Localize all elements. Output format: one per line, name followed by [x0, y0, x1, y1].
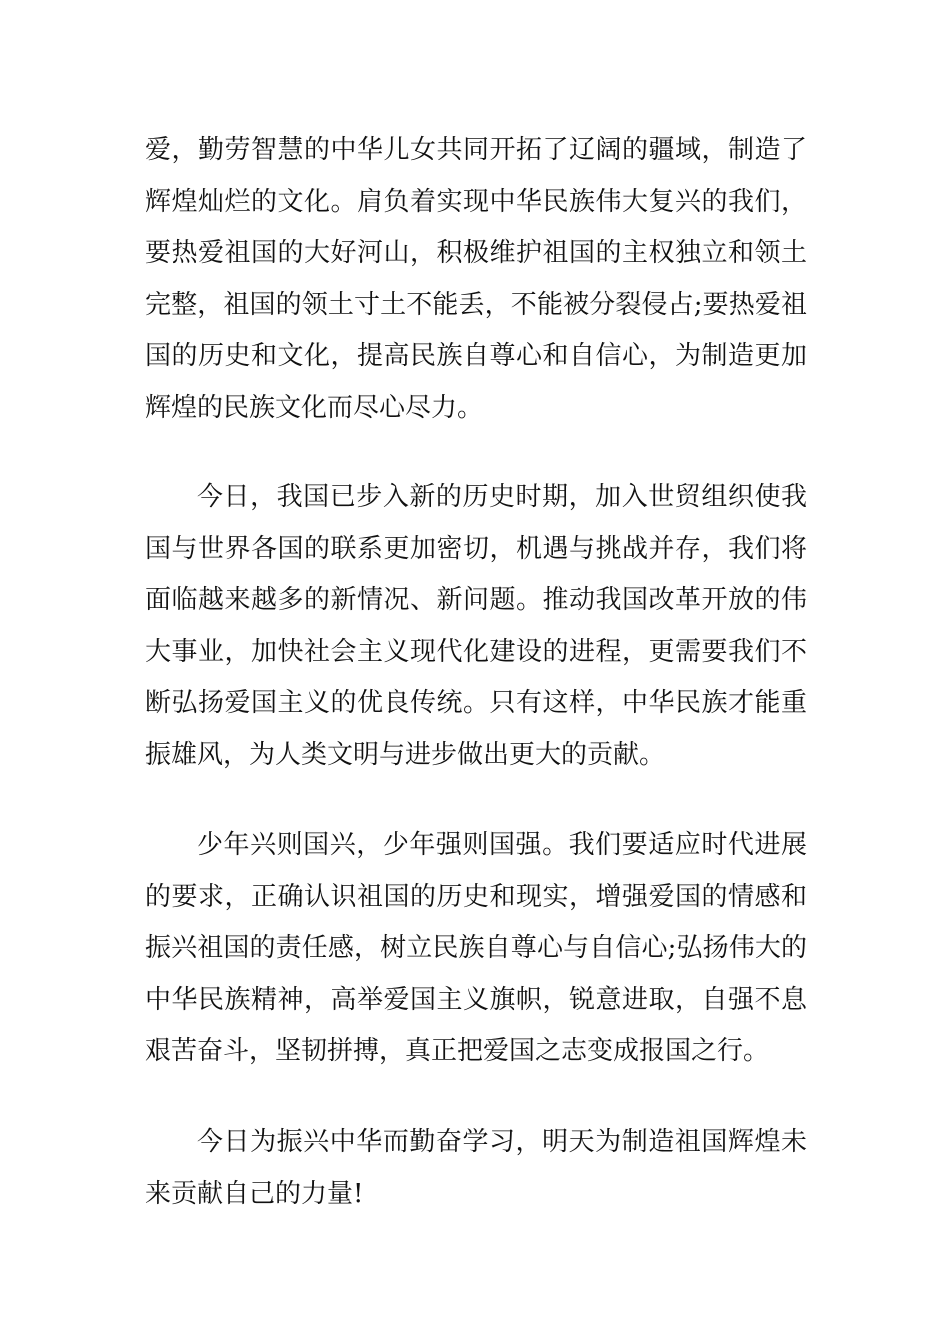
paragraph-1: 爱，勤劳智慧的中华儿女共同开拓了辽阔的疆域，制造了辉煌灿烂的文化。肩负着实现中华民族伟大复兴的我们，要热爱祖国的大好河山，积极维护祖国的主权独立和领土完整，祖国的领土寸土不能丢，不能被分裂侵占;要热爱祖国的历史和文化，提高民族自尊心和自信心，为制造更加辉煌的民族文化而尽心尽力。 [145, 135, 807, 423]
paragraph-3: 少年兴则国兴，少年强则国强。我们要适应时代进展的要求，正确认识祖国的历史和现实，增强爱国的情感和振兴祖国的责任感，树立民族自尊心与自信心;弘扬伟大的中华民族精神，高举爱国主义旗帜，锐意进取，自强不息艰苦奋斗，坚韧拼搏，真正把爱国之志变成报国之行。 [145, 830, 807, 1066]
paragraph-4: 今日为振兴中华而勤奋学习，明天为制造祖国辉煌未来贡献自己的力量! [145, 1127, 807, 1209]
paragraph-2: 今日，我国已步入新的历史时期，加入世贸组织使我国与世界各国的联系更加密切，机遇与挑战并存，我们将面临越来越多的新情况、新问题。推动我国改革开放的伟大事业，加快社会主义现代化建设的进程，更需要我们不断弘扬爱国主义的优良传统。只有这样，中华民族才能重振雄风，为人类文明与进步做出更大的贡献。 [145, 482, 807, 770]
